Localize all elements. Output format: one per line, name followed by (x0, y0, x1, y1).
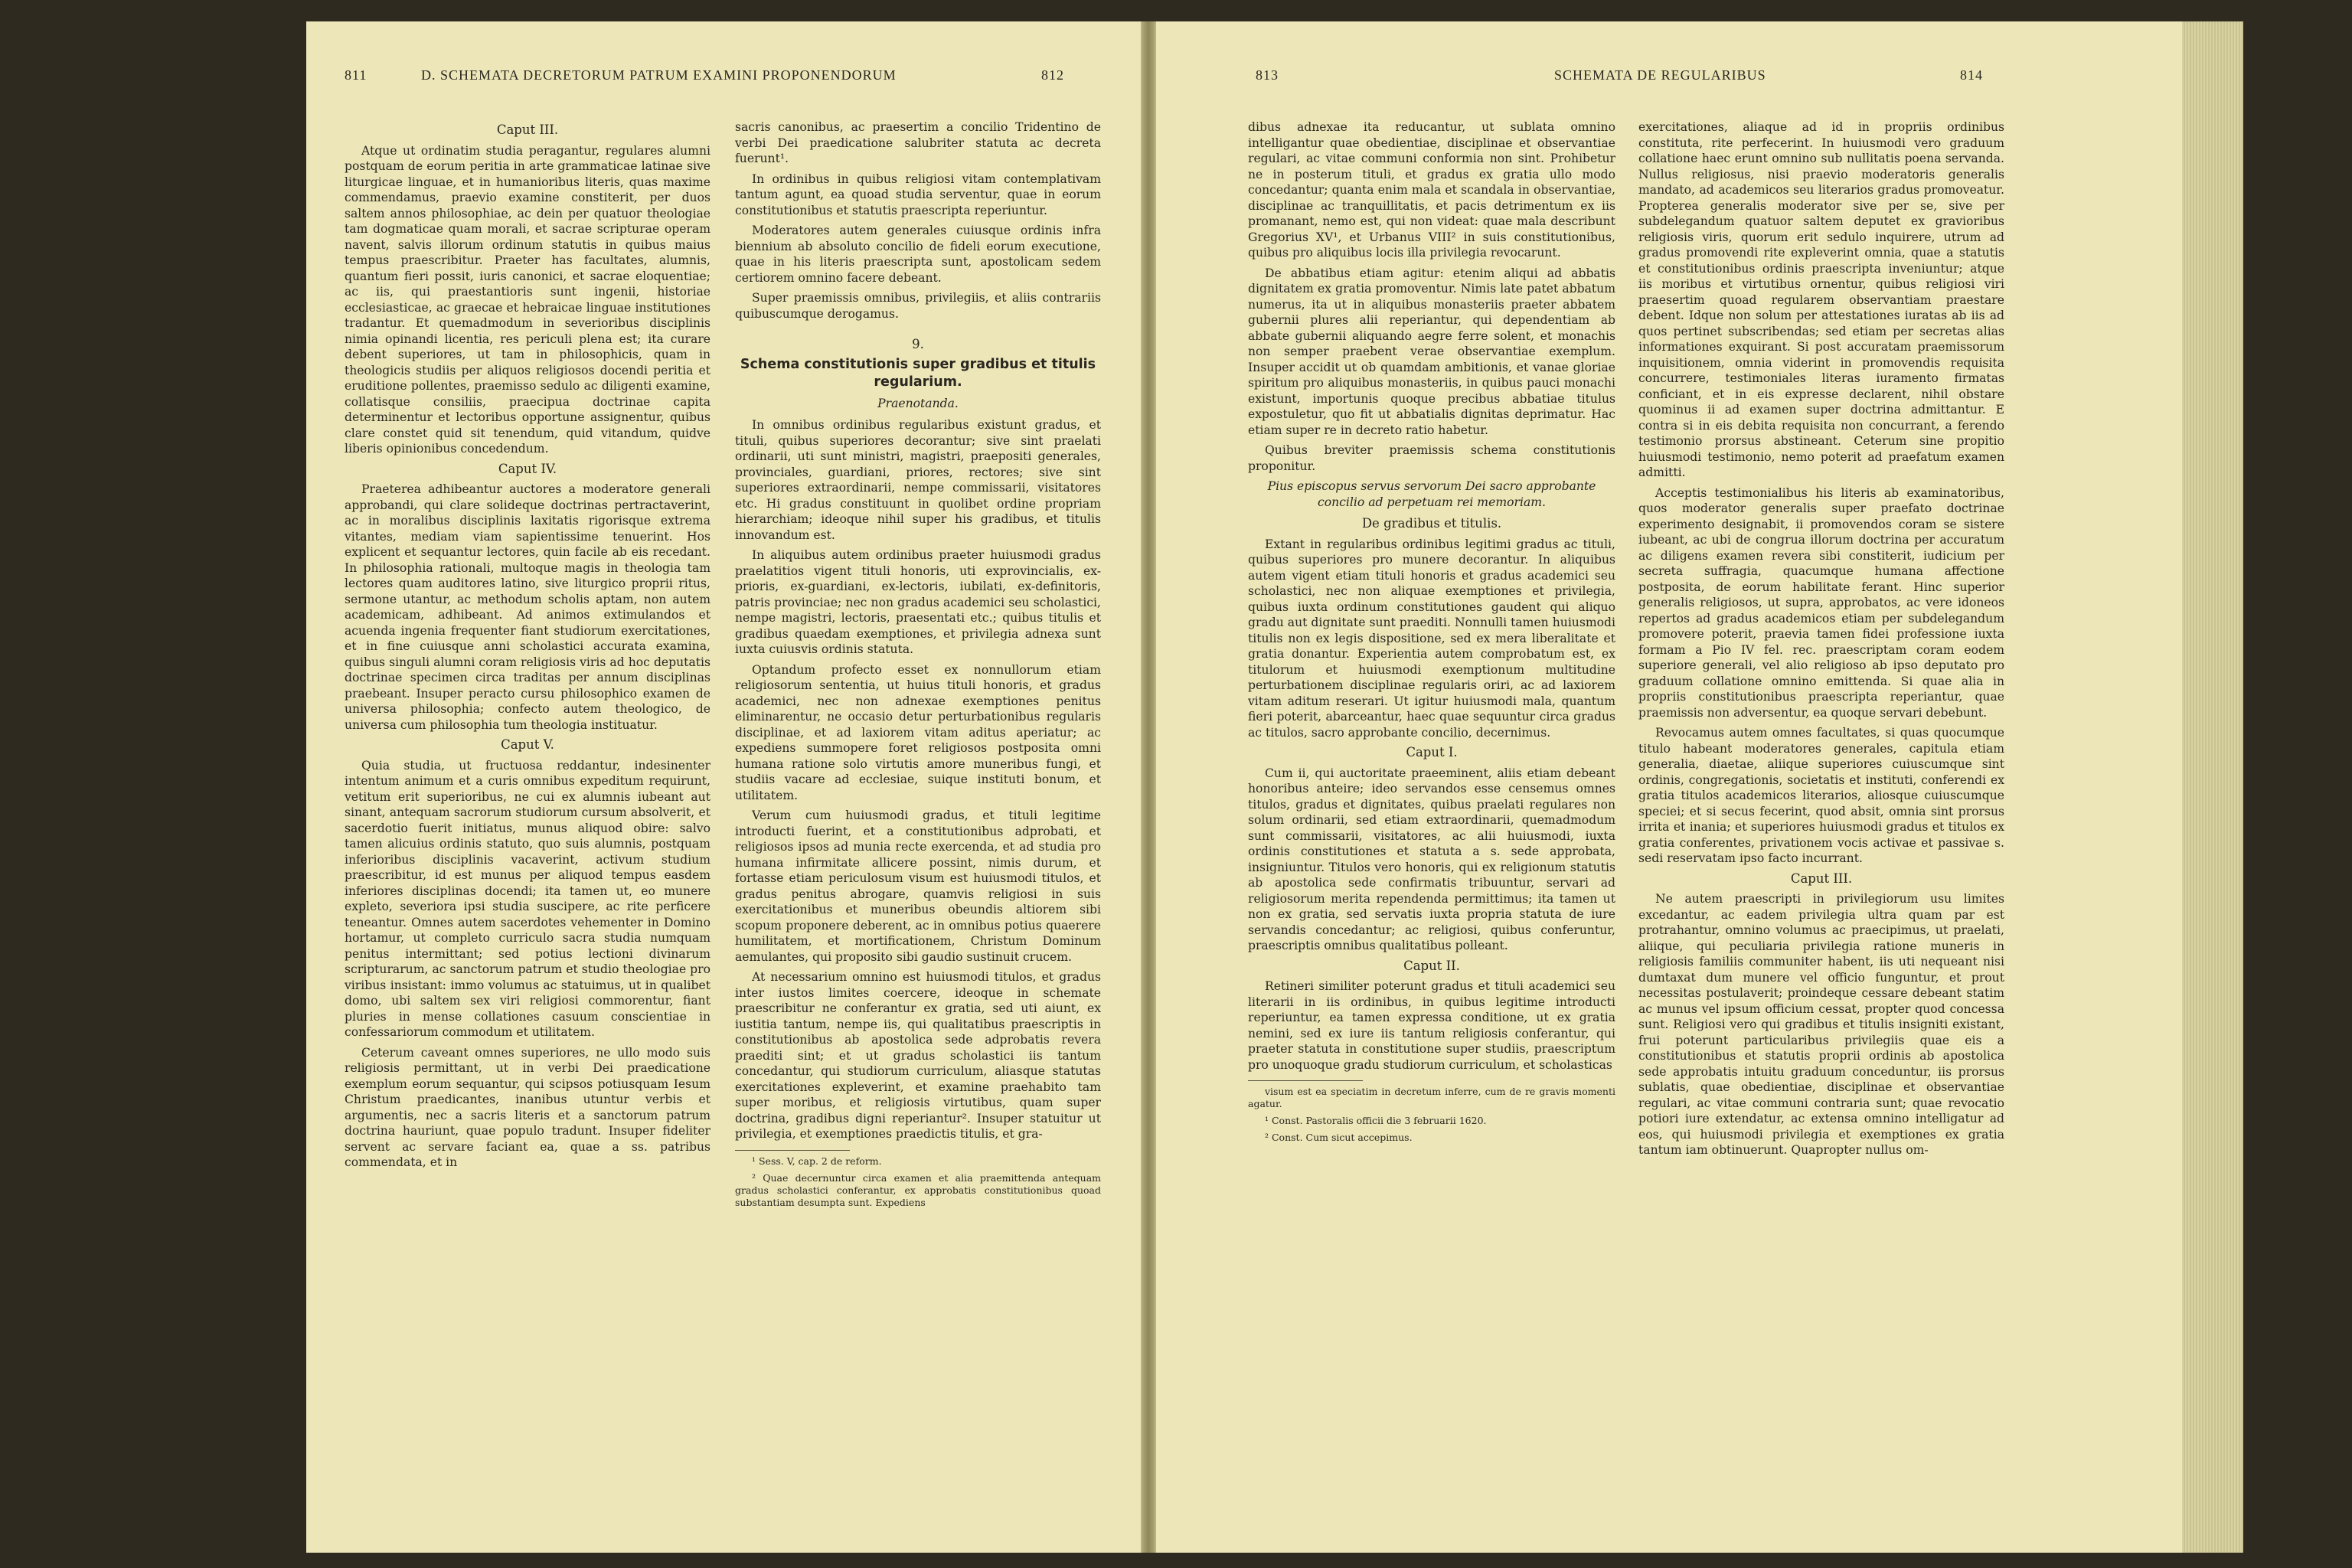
r-col2-text-3: Revocamus autem omnes facultates, si quas quocumque titulo habeant moderatores generales, capitula etiam generalia, diaetae, aliique superiores cuiuscumque sint ordinis, congregationis, societatis et instituti, conferendi ex gratia titulos academicos literarios, aliosque cuiuscumque speciei; et si secus fecerint, quod absit, omnia sint prorsus irrita et inania; et superiores huiusmodi gradus et titulos ex gratia conferentes, privationem vocis activae et passivae s. sedi reservatam ipso facto incurrant. (1638, 726, 2004, 865)
r-col1-text-4: Extant in regularibus ordinibus legitimi gradus ac tituli, quibus superiores pro munere decorantur. In aliquibus autem vigent etiam tituli honoris et gradus academici seu scholastici, nec non aliquae exemptiones et privilegia, quibus iuxta ordinum constitutiones gaudent qui aliquo gradu aut dignitate sunt praediti. Nonnulli tamen huiusmodi titulis non ex legis dispositione, sed ex mera liberalitate et gratia donantur. Experientia autem comprobatum est, ex titulorum et huiusmodi exemptionum multitudine perturbationem disciplinae regularis oriri, ac ad laxiorem vitam aditum reserari. Ut igitur huiusmodi mala, quantum fieri poterit, abarceantur, haec quae sequuntur circa gradus ac titulos, sacro approbante concilio, decernimus. (1248, 537, 1615, 740)
r-caput-3-text: Ne autem praescripti in privilegiorum usu limites excedantur, ac eadem privilegia ultra quam par est protrahantur, omnino volumus ac praecipimus, ut praelati, aliique, qui peculiaria privilegia ratione muneris in religiosis familiis communiter habent, iis uti nequeant nisi dumtaxat dum munere vel officio funguntur, et prout necessitas postulaverit; proindeque cessare debeant statim ac munus vel ipsum officium cessat, propter quod concessa sunt. Religiosi vero qui gradibus et titulis insigniti existant, frui poterunt particularibus privilegiis quae eis a constitutionibus et statutis proprii ordinis ab apostolica sede approbatis intuitu graduum conceduntur, iis prorsus sublatis, quae obedientiae, disciplinae et observantiae regulari, ac vitae communi contraria sunt; quae revocatio potiori iure extendatur, ac extensa omnino intelligatur ad eos, qui huiusmodi privilegia et exemptiones ex gratia tantum iam obtinuerunt. Quapropter nullus om- (1638, 892, 2004, 1157)
col2-text-4: Super praemissis omnibus, privilegiis, et aliis contrariis quibuscumque derogamus. (735, 291, 1101, 321)
left-page-number: 811 (345, 67, 368, 83)
footnote-separator (735, 1150, 850, 1151)
caput-5-title: Caput V. (501, 737, 554, 752)
r-footnote-continued: visum est ea speciatim in decretum inferre, cum de re gravis momenti agatur. (1248, 1086, 1615, 1109)
r-caput-2-text: Retineri similiter poterunt gradus et tituli academici seu literarii in iis ordinibus, in quibus legitime introducti reperiuntur, ea tamen expressa conditione, ut ex gratia nemini, sed ex iure iis tantum religiosis conferantur, qui praeter statuta in constitutione super studiis, praescriptum pro unoquoque gradu studiorum curriculum, et scholasticas (1248, 979, 1615, 1072)
right-col-page-number: 812 (1041, 67, 1064, 83)
footnote-2: ² Quae decernuntur circa examen et alia praemittenda antequam gradus scholastici conferantur, ex approbatis constitutionibus quoad substantiam desumpta sunt. Expediens (735, 1171, 1101, 1208)
right-page (1155, 21, 2243, 1553)
r-footnote-2: ² Const. Cum sicut accepimus. (1265, 1132, 1413, 1143)
caput-5-text-2: Ceterum caveant omnes superiores, ne ullo modo suis religiosis permittant, ut in verbi Dei praedicatione exemplum eorum sequantur, qui scipsos potiusquam Iesum Christum praedicantes, inanibus utuntur verbis et argumentis, nec a sacris literis et a sanctorum patrum doctrina hauriunt, quae populo tradunt. Insuper fideliter servent ac servare faciant ea, quae a ss. patribus commendata, et in (345, 1045, 710, 1169)
r-caput-3-title: Caput III. (1790, 871, 1853, 886)
left-page-column-2 (735, 119, 1101, 1214)
schema-title: Schema constitutionis super gradibus et titulis regularium. (740, 356, 1096, 390)
col2-text-9: At necessarium omnino est huiusmodi titulos, et gradus inter iustos limites coercere, ideoque in schemate praescribitur ne conferantur ex gratia, sed uti aiunt, ex iustitia tantum, nempe iis, qui qualitatibus praescriptis in constitutionibus ab apostolica sede adprobatis revera praediti sint; et ut gradus scholastici iis tantum concedantur, qui studiorum curriculum, aliasque statutas exercitationes expleverint, et examine praehabito tam super moribus, et religiosis virtutibus, quam super doctrina, gradibus digni reperiantur². Insuper statuitur ut privilegia, et exemptiones praedictis titulis, et gra- (735, 970, 1101, 1141)
caput-4-title: Caput IV. (498, 461, 557, 476)
r-col1-text-3: Quibus breviter praemissis schema constitutionis proponitur. (1248, 443, 1615, 473)
col2-text-1: sacris canonibus, ac praesertim a concilio Tridentino de verbi Dei praedicatione salubriter statuta ac decreta fuerunt¹. (735, 120, 1101, 165)
schema-number: 9. (912, 337, 924, 351)
caput-3-title: Caput III. (496, 122, 559, 137)
r-caput-2-title: Caput II. (1403, 958, 1460, 973)
right-running-header: SCHEMATA DE REGULARIBUS (1554, 67, 1766, 83)
col2-text-2: In ordinibus in quibus religiosi vitam contemplativam tantum agunt, ea quoad studia serventur, quae in eorum constitutionibus et statutis praescripta reperiuntur. (735, 172, 1101, 217)
left-running-header: D. SCHEMATA DECRETORUM PATRUM EXAMINI PROPONENDORUM (421, 67, 897, 83)
r-col1-text-1: dibus adnexae ita reducantur, ut sublata omnino intelligantur quae obedientiae, disciplinae et observantiae regulari, ac vitae communi conformia non sint. Prohibetur ne in posterum tituli, et gradus ex gratia ullo modo concedantur; quanta enim mala et scandala in observantiae, disciplinae ac tranquillitatis, et pacis detrimentum ex iis promanant, nemo est, qui non videat: quae mala describunt Gregorius XV¹, et Urbanus VIII² in suis constitutionibus, quibus pro aliquibus locis illa privilegia revocarunt. (1248, 120, 1615, 260)
r-col2-text-1: exercitationes, aliaque ad id in propriis ordinibus constituta, rite perfecerint. In huiusmodi vero graduum collatione haec erunt omnino sub nullitatis poena servanda. Nullus religiosus, nisi praevio moderatoris generalis mandato, ad academicos seu literarios gradus promoveatur. Propterea generalis moderator sive per se, sive per subdelegandum quatuor saltem deputet ex gravioribus religiosis viris, quorum erit sedulo inquirere, utrum ad gradus promovendi rite expleverint omnia, quae a statutis et constitutionibus ordinis praescripta inveniuntur; atque iis moribus et virtutibus ornentur, quibus religiosi viri praesertim quoad regularem observantiam praestare debent. Idque non solum per attestationes iuratas ab iis ad quos pertinet subscribendas; sed etiam per secretas alias informationes exquirant. Si post accuratam praemissorum inquisitionem, omnia viderint in promovendis requisita concurrere, testimoniales literas iuramento firmatas conficiant, et in eis expresse declarent, nihil obstare quominus ii ad examen super doctrina admittantur. E contra si in eis debita requisita non concurrant, a ferendo testimonio prorsus abstineant. Ceterum sine propitio huiusmodi testimonio, nemo poterit ad praefatum examen admitti. (1638, 120, 2004, 479)
praenotanda-heading: Praenotanda. (877, 396, 959, 410)
r-col2-text-2: Acceptis testimonialibus his literis ab examinatoribus, quos moderator generalis super praefato doctrinae experimento designabit, ii promovendos coram se sistere iubeant, ac ubi de congrua illorum doctrina per accuratum ac diligens examen revera sibi constiterit, iudicium per secreta suffragia, quacumque humana affectione postposita, de eorum habilitate ferant. Hinc superior generalis religiosos, ut supra, approbatos, ac vere idoneos repertos ad gradus academicos etiam per subdelegandum promovere poterit, praevia tamen fidei professione iuxta formam a Pio IV fel. rec. praescriptam coram eodem superiore generali, vel alio religioso ab ipso deputato pro graduum collatione omnino emittenda. Si quae alia in propriis constitutionibus praescripta reperiantur, quae praemissis non adversentur, ea quoque servari debebunt. (1638, 485, 2004, 720)
pius-heading: Pius episcopus servus servorum Dei sacro approbante concilio ad perpetuam rei memoriam. (1267, 479, 1596, 509)
col2-text-6: In aliquibus autem ordinibus praeter huiusmodi gradus praelatitios vigent tituli honoris, uti exprovincialis, ex-prioris, ex-guardiani, ex-lectoris, iubilati, ex-definitoris, patris provinciae; nec non gradus academici seu scholastici, nempe magistri, lectoris, praesentati etc.; quibus titulis et gradibus quaedam exemptiones, et privilegia adnexa sunt iuxta cuiusvis ordinis statuta. (735, 548, 1101, 656)
r-footnote-1: ¹ Const. Pastoralis officii die 3 februarii 1620. (1265, 1115, 1487, 1126)
left-page (306, 21, 1142, 1553)
page-edge-stack (2182, 21, 2243, 1553)
footnote-1: ¹ Sess. V, cap. 2 de reform. (752, 1155, 882, 1167)
r-col1-text-2: De abbatibus etiam agitur: etenim aliqui ad abbatis dignitatem ex gratia promoventur. Nimis late patet abbatum numerus, ita ut in aliquibus monasteriis praeter abbatem gubernii plures alii reperiantur, qui dependentiam ab abbate gubernii aliquando aegre ferre solent, et monachis non semper praebent verae observantiae exemplum. Insuper accidit ut ob quamdam ambitionis, et vanae gloriae spiritum pro aliquibus monasteriis, in quibus pauci monachi existunt, importunis quoque precibus abbatiae titulus expostuletur, quo fit ut abbatialis dignitas deprimatur. Hac etiam super re in decreto ratio habetur. (1248, 266, 1615, 437)
col2-text-5: In omnibus ordinibus regularibus existunt gradus, et tituli, quibus superiores decorantur; sive sint praelati ordinarii, uti sunt ministri, magistri, praepositi generales, provinciales, guardiani, priores, rectores; sive sint superiores extraordinarii, nempe commissarii, visitatores etc. Hi gradus constituunt in quolibet ordine propriam hierarchiam; ideoque nihil super his gradibus, et titulis innovandum est. (735, 418, 1101, 542)
col2-text-7: Optandum profecto esset ex nonnullorum etiam religiosorum sententia, ut huius tituli honoris, et gradus academici, nec non adnexae exemptiones penitus eliminarentur, ne occasio detur perturbationibus regularis disciplinae, et ad laxiorem vitam aditus aperiatur; ac expediens summopere foret religiosos postposita omni humana ratione solo virtutis amore muneribus fungi, et studiis vacare ad ecclesiae, suique instituti bonum, et utilitatem. (735, 662, 1101, 802)
r-footnote-separator (1248, 1080, 1363, 1081)
right-page-number-right: 814 (1960, 67, 1983, 83)
right-page-column-1 (1248, 119, 1615, 1148)
caput-4-text: Praeterea adhibeantur auctores a moderatore generali approbandi, qui clare solideque doctrinas pertractaverint, ac in moralibus disciplinis laxitatis rigorisque extrema vitantes, mediam viam sapientissime tenuerint. Hos explicent et sequantur lectores, quin facile ab eis recedant. In philosophia rationali, multoque magis in theologia tam lectores quam auditores latino, sive liturgico proprii ritus, sermone utantur, ac methodum scholis aptam, non autem academicam, adhibeant. Ad animos extimulandos et acuenda ingenia frequenter fiant studiorum exercitationes, et in fine cuiusque anni scholastici accurata examina, quibus singuli alumni coram religiosis viris ad hoc deputatis doctrinae specimen circa traditas per annum disciplinas praebeant. Insuper peracto cursu philosophico examen de universa philosophia; confecto autem theologico, de universa cum philosophia tum theologia instituatur. (345, 482, 710, 732)
de-gradibus-heading: De gradibus et titulis. (1361, 516, 1502, 531)
r-caput-1-text: Cum ii, qui auctoritate praeeminent, aliis etiam debeant honoribus anteire; ideo servandos esse censemus omnes titulos, gradus et dignitates, quibus praelati regulares non solum ordinarii, sed etiam extraordinarii, quemadmodum sunt commissarii, visitatores, ac alii huiusmodi, iuxta ordinis constitutiones et statuta a s. sede approbata, insigniuntur. Titulos vero honoris, qui ex religionum statutis ab apostolica sede confirmatis tribuuntur, servari ad religiosorum merita rependenda permittimus; ita tamen ut non ex gratia, sed servatis iuxta propria statuta de iure servandis concedantur; ac religiosi, quibus conferuntur, praescriptis omnibus qualitatibus polleant. (1248, 766, 1615, 952)
right-page-number-left: 813 (1256, 67, 1279, 83)
col2-text-8: Verum cum huiusmodi gradus, et tituli legitime introducti fuerint, et a constitutionibus adprobati, et religiosos ipsos ad munia recte exercenda, et ad studia pro humana infirmitate allicere possint, nimis durum, et fortasse etiam periculosum visum est huiusmodi titulos, et gradus penitus abrogare, quamvis religiosi in suis exercitationibus et muneribus obeundis altiorem sibi scopum proponere deberent, ac in omnibus potius quaerere humilitatem, et mortificationem, Christum Dominum aemulantes, qui proposito sibi gaudio sustinuit crucem. (735, 808, 1101, 964)
caput-3-text: Atque ut ordinatim studia peragantur, regulares alumni postquam de eorum peritia in arte grammaticae latinae sive liturgicae linguae, et in humanioribus literis, quas maxime commendamus, praevio examine constiterit, per duos saltem annos philosophiae, ac dein per quatuor theologiae tam dogmaticae quam morali, et sacrae scripturae operam navent, salvis illorum ordinum statutis in quibus maius tempus praescribitur. Praeter has facultates, alumnis, quantum fieri possit, iuris canonici, et sacrae eloquentiae; ac iis, qui praestantioris sunt ingenii, historiae ecclesiasticae, ac graecae et hebraicae linguae institutiones tradantur. Et quemadmodum in severioribus disciplinis nimia opinandi licentia, res periculi plena est; ita curare debent superiores, ut tam in philosophicis, quam in theologicis studiis per aliquos religiosos docendi peritia et eruditione pollentes, praemisso sedulo ac diligenti examine, collatisque consiliis, praecipua doctrinae capita determinentur et lectoribus opportune assignentur, quibus clare constet quid sit tenendum, quid vitandum, quidve liberis opinionibus concedendum. (345, 143, 710, 456)
left-page-column-1 (345, 119, 710, 1175)
right-page-column-2 (1638, 119, 2004, 1163)
caput-5-text-1: Quia studia, ut fructuosa reddantur, indesinenter intentum animum et a curis omnibus expeditum requirunt, vetitum erit superioribus, ne cui ex alumnis iubeant aut sinant, antequam sacrorum studiorum cursum absolverit, et sacerdotio fuerit initiatus, munus aliquod obire: salvo tamen alicuius ordinis statuto, quo suis alumnis, postquam inferioribus disciplinis vacaverint, activum studium praescribitur, id est munus per aliquod tempus easdem inferiores disciplinas docendi; ita tamen ut, eo munere expleto, severiora ipsi studia suscipere, ac rite perficere teneantur. Omnes autem sacerdotes vehementer in Domino hortamur, ut completo curriculo sacra studia numquam penitus intermittant; sed potius lectioni divinarum scripturarum, ac sanctorum patrum et studio theologiae pro viribus insistant: immo volumus ac statuimus, ut in qualibet domo, ubi saltem sex viri religiosi commorentur, fiant pluries in mense collationes casuum conscientiae in confessariorum commodum et utilitatem. (345, 758, 710, 1039)
r-caput-1-title: Caput I. (1406, 745, 1458, 760)
col2-text-3: Moderatores autem generales cuiusque ordinis infra biennium ab absoluto concilio de fideli eorum executione, quae in his literis praescripta sunt, apostolicam sedem certiorem omnino facere debeant. (735, 224, 1101, 285)
